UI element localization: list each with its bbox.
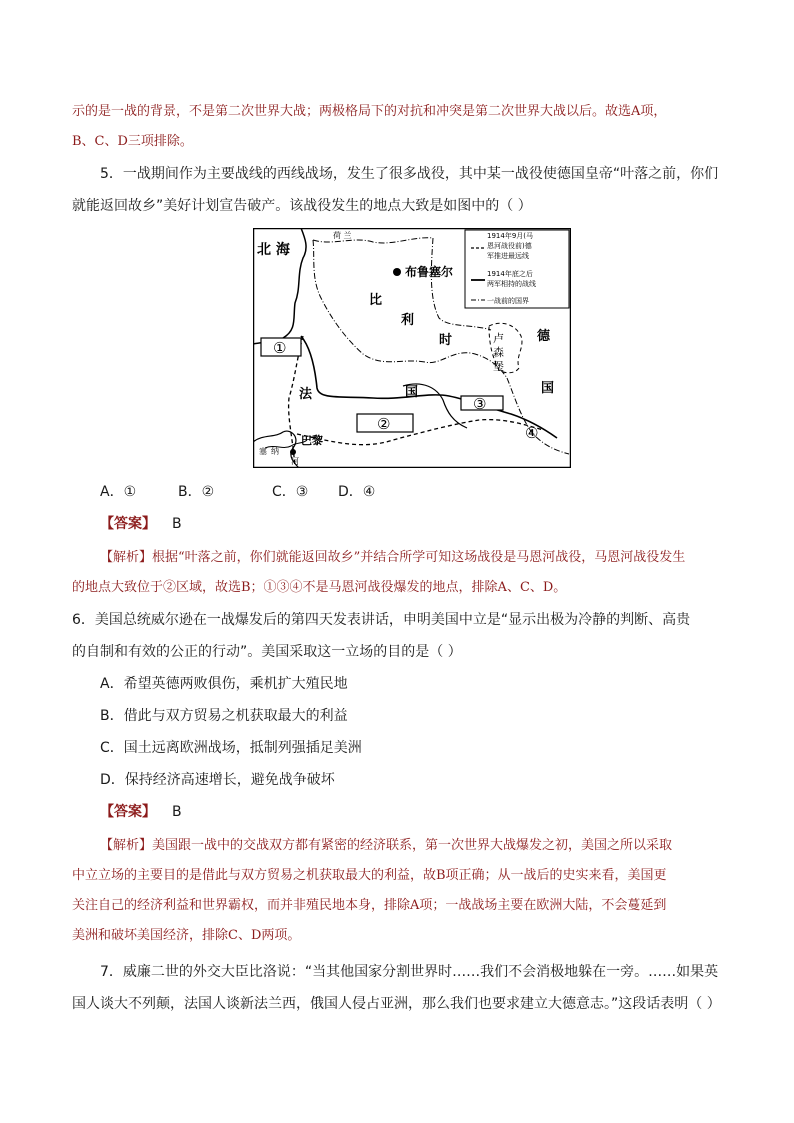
q5-option-b[interactable]: B．② [178, 484, 215, 500]
q6-analysis-line-4: 美洲和破坏美国经济，排除C、D两项。 [72, 928, 301, 943]
q5-option-c[interactable]: C．③ [272, 484, 309, 500]
q6-analysis-line-2: 中立立场的主要目的是借此与双方贸易之机获取最大的利益，故B项正确；从一战后的史实来看，美国更 [72, 868, 667, 883]
map-marker-2: ② [377, 415, 391, 433]
q5-option-a[interactable]: A．① [100, 484, 137, 500]
q6-answer [100, 802, 760, 822]
map-label-germany-2: 国 [541, 381, 555, 396]
map-label-luxembourg-1: 卢 [493, 332, 504, 345]
map-label-seine-2: 纳 [271, 447, 279, 456]
q6-stem-line-2: 的自制和有效的公正的行动”。美国采取这一立场的目的是（ ） [72, 644, 462, 660]
map-label-north-sea: 北 海 [257, 242, 290, 258]
map-label-seine-1: 塞 [259, 447, 267, 456]
q6-option-a[interactable]: A．希望英德两败俱伤，乘机扩大殖民地 [100, 676, 348, 692]
map-label-france-1: 法 [299, 387, 313, 402]
western-front-map [253, 228, 571, 468]
q7-stem-line-1: 7．威廉二世的外交大臣比洛说：“当其他国家分割世界时……我们不会消极地躲在一旁。……如果英 [100, 964, 719, 980]
q6-option-c[interactable]: C．国土远离欧洲战场，抵制列强插足美洲 [100, 740, 362, 756]
analysis-continued-line-1: 示的是一战的背景，不是第二次世界大战；两极格局下的对抗和冲突是第二次世界大战以后。故选A项， [72, 104, 667, 119]
legend-item1-line1: 1914年9月(马 [487, 232, 533, 240]
q5-stem-line-2: 就能返回故乡”美好计划宣告破产。该战役发生的地点大致是如图中的（ ） [72, 198, 532, 214]
q6-answer-tag: 【答案】 [100, 804, 156, 820]
map-label-germany-1: 德 [537, 329, 551, 344]
legend-item3: 一战前的国界 [487, 297, 529, 305]
q6-answer-value: B [172, 804, 182, 820]
map-label-belgium-3: 时 [439, 333, 453, 348]
analysis-continued-line-2: B、C、D三项排除。 [72, 134, 193, 149]
map-label-belgium-2: 利 [401, 313, 415, 328]
q5-analysis-line-2: 的地点大致位于②区域，故选B；①③④不是马恩河战役爆发的地点，排除A、C、D。 [72, 580, 567, 595]
map-label-luxembourg-3: 堡 [493, 360, 504, 373]
q5-analysis-line-1: 【解析】根据“叶落之前，你们就能返回故乡”并结合所学可知这场战役是马恩河战役，马恩河战役发生 [100, 550, 686, 565]
map-marker-1: ① [273, 339, 287, 357]
map-label-holland: 荷 兰 [333, 231, 352, 240]
q6-analysis-line-1: 【解析】美国跟一战中的交战双方都有紧密的经济联系，第一次世界大战爆发之初，美国之所以采取 [100, 838, 673, 853]
map-marker-4: ④ [525, 424, 539, 442]
map-label-belgium-1: 比 [369, 293, 383, 308]
map-label-seine-3: 河 [291, 457, 299, 466]
map-marker-3: ③ [473, 395, 487, 413]
q6-option-b[interactable]: B．借此与双方贸易之机获取最大的利益 [100, 708, 348, 724]
map-label-paris: 巴黎 [301, 434, 323, 447]
map-label-brussels: 布鲁塞尔 [405, 265, 454, 279]
map-label-luxembourg-2: 森 [493, 346, 504, 359]
legend-item2-line2: 两军相持的战线 [487, 280, 536, 288]
q6-stem-line-1: 6．美国总统威尔逊在一战爆发后的第四天发表讲话，申明美国中立是“显示出极为冷静的判断、高贵 [72, 612, 691, 628]
legend-item1-line3: 军推进最远线 [487, 252, 529, 260]
q7-stem-line-2: 国人谈大不列颠，法国人谈新法兰西，俄国人侵占亚洲，那么我们也要求建立大德意志。”这段话表明（ ） [72, 996, 721, 1012]
map-label-france-2: 国 [405, 385, 419, 400]
q5-options [100, 482, 760, 502]
q6-option-d[interactable]: D．保持经济高速增长，避免战争破坏 [100, 772, 335, 788]
legend-item2-line1: 1914年底之后 [487, 270, 533, 278]
q5-answer [100, 514, 760, 534]
q5-answer-tag: 【答案】 [100, 516, 156, 532]
q6-analysis-line-3: 关注自己的经济利益和世界霸权，而并非殖民地本身，排除A项；一战战场主要在欧洲大陆，不会蔓延到 [72, 898, 667, 913]
q5-stem-line-1: 5．一战期间作为主要战线的西线战场，发生了很多战役，其中某一战役使德国皇帝“叶落之前，你们 [100, 166, 719, 182]
q5-answer-value: B [172, 516, 182, 532]
q5-option-d[interactable]: D．④ [338, 484, 376, 500]
legend-item1-line2: 恩河战役前)德 [487, 242, 532, 250]
